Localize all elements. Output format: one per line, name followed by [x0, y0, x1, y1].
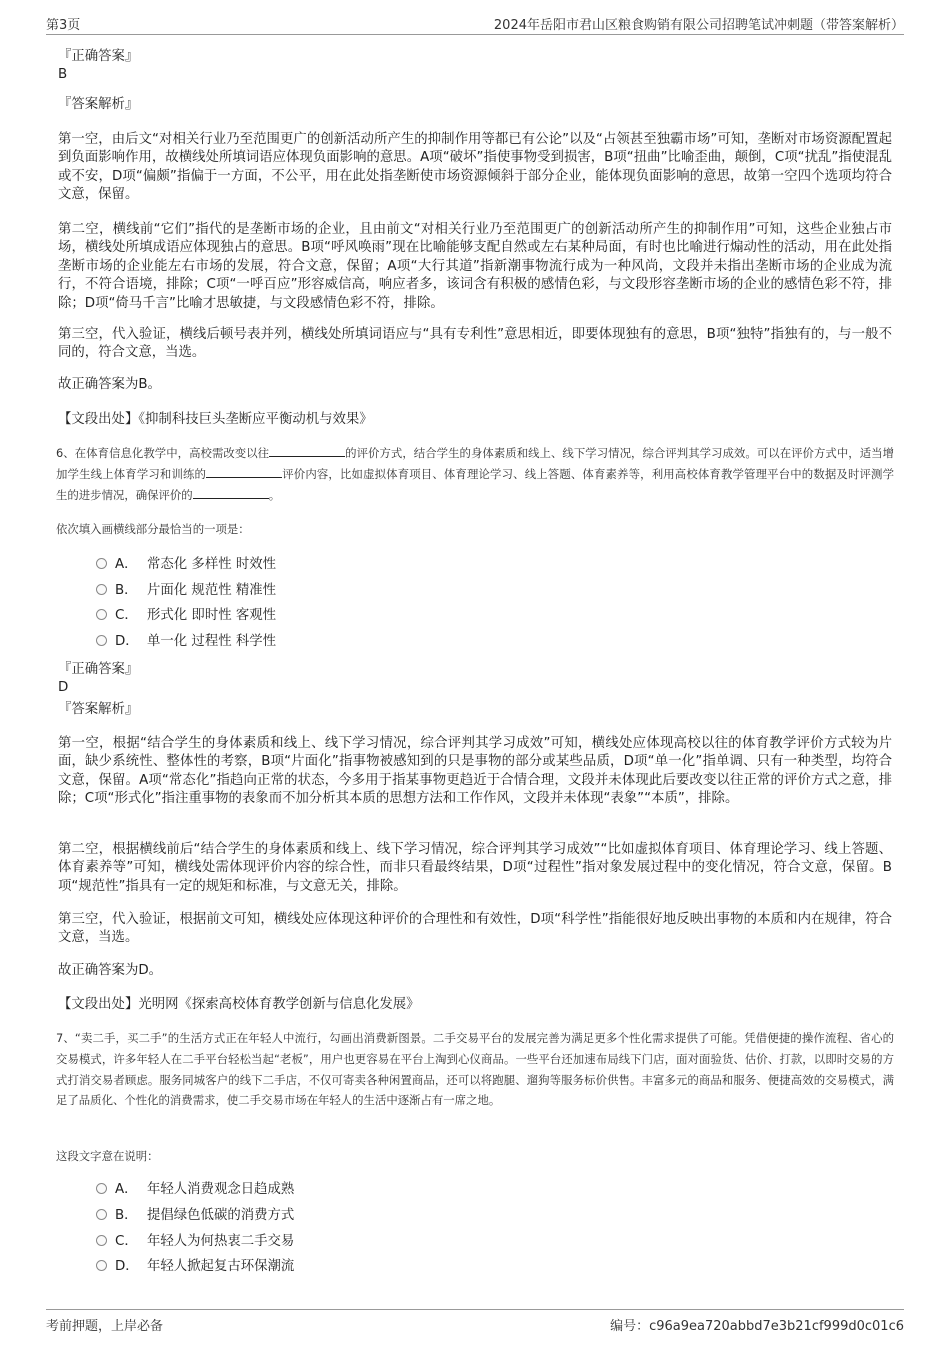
- document-id: 编号：c96a9ea720abbd7e3b21cf999d0c01c6: [610, 1319, 904, 1334]
- q6-answer: D: [58, 680, 69, 695]
- radio-icon[interactable]: [96, 609, 107, 620]
- q7-option-c[interactable]: C． 年轻人为何热衷二手交易: [96, 1233, 294, 1251]
- q6-option-d[interactable]: D． 单一化 过程性 科学性: [96, 633, 276, 651]
- q6-answer-label: 『正确答案』: [58, 662, 139, 677]
- blank-1[interactable]: [269, 444, 345, 457]
- q6-analysis-p2: 第二空，根据横线前后“结合学生的身体素质和线上、线下学习情况，综合评判其学习成效”“比如虚拟体育项目、体育理论学习、线上答题、体育素养等”可知，横线处需体现评价内容的综合性，而非只看最终结果，D项“过程性”指对象发展过程中的变化情况，符合文意，保留。B项“规范性”指具有一定的规矩和标准，与文意无关，排除。: [58, 842, 892, 894]
- q5-analysis-label: 『答案解析』: [58, 97, 139, 112]
- q7-stem: 7、“卖二手，买二手”的生活方式正在年轻人中流行，勾画出消费新图景。二手交易平台的发展完善为满足更多个性化需求提供了可能。凭借便捷的操作流程、省心的交易模式，许多年轻人在二手平台轻松当起“老板”，用户也更容易在平台上淘到心仪商品。一些平台还加速布局线下门店，面对面验货、估价、打款，以即时交易的方式打消交易者顾虑。服务同城客户的线下二手店，不仅可寄卖各种闲置商品，还可以将跑腿、遛狗等服务标价供售。丰富多元的商品和服务、便捷高效的交易模式，满足了品质化、个性化的消费需求，使二手交易市场在年轻人的生活中逐渐占有一席之地。: [56, 1031, 894, 1108]
- document-title: 2024年岳阳市君山区粮食购销有限公司招聘笔试冲刺题（带答案解析）: [493, 18, 904, 33]
- radio-icon[interactable]: [96, 584, 107, 595]
- q5-source: 【文段出处】《抑制科技巨头垄断应平衡动机与效果》: [58, 412, 373, 427]
- q6-option-b[interactable]: B． 片面化 规范性 精准性: [96, 582, 276, 600]
- q6-prompt: 依次填入画横线部分最恰当的一项是：: [56, 522, 250, 536]
- blank-3[interactable]: [193, 486, 269, 499]
- q6-stem: 6、在体育信息化教学中，高校需改变以往 的评价方式，结合学生的身体素质和线上、线下学习情况，综合评判其学习成效。可以在评价方式中，适当增加学生线上体育学习和训练的 评价内容，比如虚拟体育项目、体育理论学习、线上答题、体育素养等，利用高校体育教学管理平台中的数据及时评测学生的进步情况，确保评价的 。: [56, 446, 894, 502]
- q7-prompt: 这段文字意在说明：: [56, 1149, 159, 1163]
- q5-analysis-p2: 第二空，横线前“它们”指代的是垄断市场的企业，且由前文“对相关行业乃至范围更广的创新活动所产生的抑制作用”可知，这些企业独占市场，横线处所填成语应体现独占的意思。B项“呼风唤雨”现在比喻能够支配自然或左右某种局面，有时也比喻进行煽动性的活动，用在此处指垄断市场的企业能左右市场的发展，符合文意，保留；A项“大行其道”指新潮事物流行成为一种风尚，文段并未指出垄断市场的企业成为流行，不符合语境，排除；C项“一呼百应”形容威信高，响应者多，该词含有积极的感情色彩，与文段形容垄断市场的企业的感情色彩不符，排除；D项“倚马千言”比喻才思敏捷，与文段感情色彩不符，排除。: [58, 222, 892, 311]
- radio-icon[interactable]: [96, 635, 107, 646]
- q5-analysis-p1: 第一空，由后文“对相关行业乃至范围更广的创新活动所产生的抑制作用等都已有公论”以及“占领甚至独霸市场”可知，垄断对市场资源配置起到负面影响作用，故横线处所填词语应体现负面影响的意思。A项“破坏”指使事物受到损害，B项“扭曲”比喻歪曲，颠倒，C项“扰乱”指使混乱或不安，D项“偏颇”指偏于一方面，不公平，用在此处指垄断使市场资源倾斜于部分企业，能体现负面影响的意思，故第一空四个选项均符合文意，保留。: [58, 132, 892, 203]
- footer-slogan: 考前押题，上岸必备: [46, 1319, 164, 1334]
- q6-option-c[interactable]: C． 形式化 即时性 客观性: [96, 607, 276, 625]
- q5-conclusion: 故正确答案为B。: [58, 377, 161, 392]
- q6-analysis-p3: 第三空，代入验证，根据前文可知，横线处应体现这种评价的合理性和有效性，D项“科学性”指能很好地反映出事物的本质和内在规律，符合文意，当选。: [58, 912, 892, 946]
- q6-source: 【文段出处】光明网《探索高校体育教学创新与信息化发展》: [58, 997, 420, 1012]
- q6-conclusion: 故正确答案为D。: [58, 963, 163, 978]
- q7-option-b[interactable]: B． 提倡绿色低碳的消费方式: [96, 1207, 294, 1225]
- q5-answer: B: [58, 67, 68, 82]
- q6-option-a[interactable]: A． 常态化 多样性 时效性: [96, 556, 276, 574]
- radio-icon[interactable]: [96, 1235, 107, 1246]
- page-number: 第3页: [46, 18, 81, 33]
- radio-icon[interactable]: [96, 1209, 107, 1220]
- q7-option-d[interactable]: D． 年轻人掀起复古环保潮流: [96, 1258, 294, 1276]
- page-footer: [46, 1309, 904, 1332]
- q6-analysis-label: 『答案解析』: [58, 702, 139, 717]
- blank-2[interactable]: [206, 465, 282, 478]
- radio-icon[interactable]: [96, 1260, 107, 1271]
- q7-option-a[interactable]: A． 年轻人消费观念日趋成熟: [96, 1181, 294, 1199]
- radio-icon[interactable]: [96, 558, 107, 569]
- q5-answer-label: 『正确答案』: [58, 49, 139, 64]
- q5-analysis-p3: 第三空，代入验证，横线后顿号表并列，横线处所填词语应与“具有专利性”意思相近，即要体现独有的意思，B项“独特”指独有的，与一般不同的，符合文意，当选。: [58, 327, 892, 361]
- q6-analysis-p1: 第一空，根据“结合学生的身体素质和线上、线下学习情况，综合评判其学习成效”可知，横线处应体现高校以往的体育教学评价方式较为片面，缺少系统性、整体性的考察，B项“片面化”指事物被感知到的只是事物的部分或某些品质，D项“单一化”指单调、只有一种类型，均符合文意，保留。A项“常态化”指趋向正常的状态，今多用于指某事物更趋近于合情合理，文段并未体现此后要改变以往正常的评价方式之意，排除；C项“形式化”指注重事物的表象而不加分析其本质的思想方法和工作作风，文段并未体现“表象”“本质”，排除。: [58, 736, 892, 807]
- radio-icon[interactable]: [96, 1183, 107, 1194]
